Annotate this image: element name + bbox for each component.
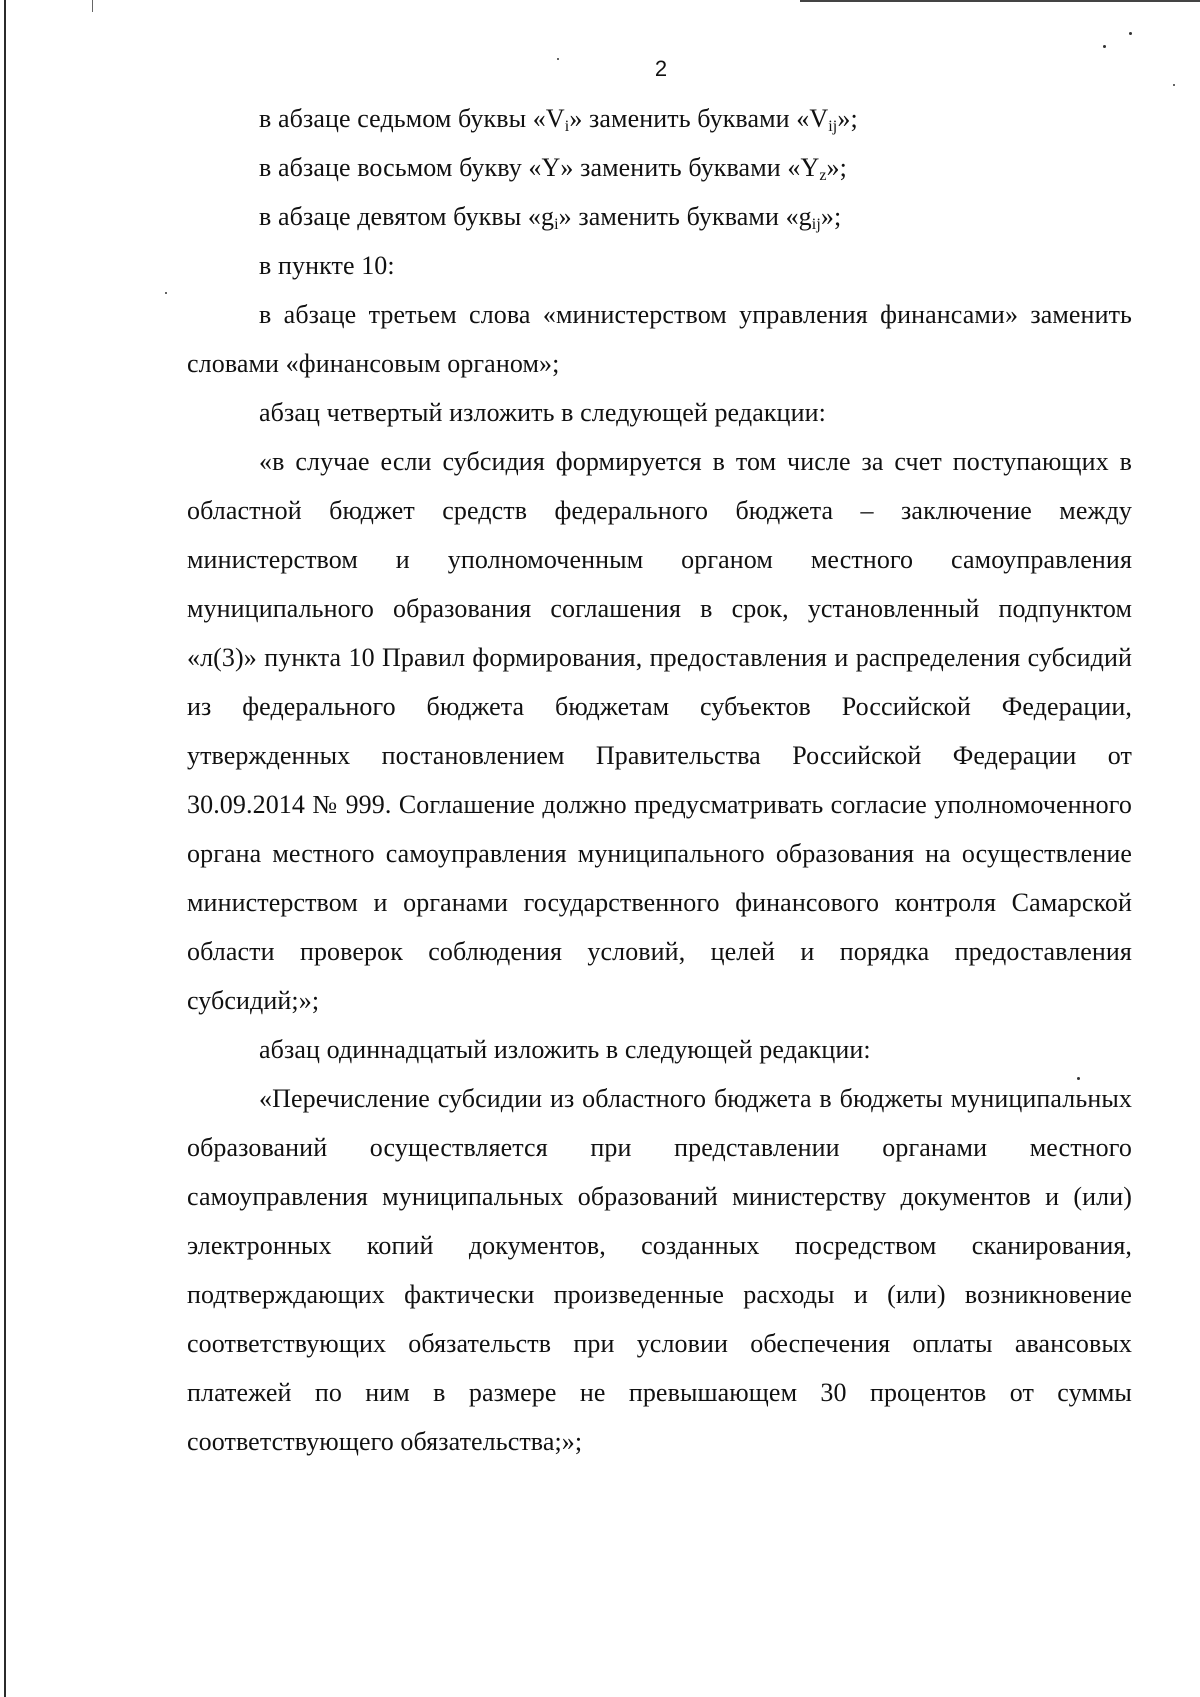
amendment-point-10-heading: в пункте 10: — [259, 251, 395, 280]
text-run: » заменить буквами «g — [558, 202, 812, 231]
amendment-line-paragraph7 — [187, 94, 1132, 143]
scan-speck — [1129, 32, 1132, 35]
amendment-line-paragraph8 — [187, 143, 1132, 192]
text-run: »; — [826, 153, 847, 182]
scan-tick-mark — [92, 0, 93, 12]
text-run: в абзаце восьмом букву «Y» заменить буквами «Y — [259, 153, 820, 182]
amendment-paragraph-third: в абзаце третьем слова «министерством управления финансами» заменить словами «финансовым органом»; — [187, 300, 1132, 378]
subscript: ij — [811, 216, 821, 233]
subscript: i — [564, 118, 570, 135]
text-run: »; — [837, 104, 858, 133]
scan-speck — [1103, 45, 1106, 48]
text-run: в абзаце седьмом буквы «V — [259, 104, 565, 133]
scan-top-rule — [800, 0, 1200, 2]
text-run: »; — [820, 202, 842, 231]
amendment-paragraph-fourth-intro: абзац четвертый изложить в следующей редакции: — [259, 398, 826, 427]
subscript: z — [819, 167, 827, 184]
scan-speck — [165, 292, 167, 294]
amendment-line-paragraph9 — [187, 192, 1132, 241]
amendment-paragraph-fourth-text: «в случае если субсидия формируется в том числе за счет поступающих в областной бюджет средств федерального бюджета – заключение между министерством и уполномоченным органом местного самоуправления муниципального образования соглашения в срок, установленный подпунктом «л(3)» пункта 10 Правил формирования, предоставления и распределения субсидий из федерального бюджета бюджетам субъектов Российской Федерации, утвержденных постановлением Правительства Российской Федерации от 30.09.2014 № 999. Соглашение должно предусматривать согласие уполномоченного органа местного самоуправления муниципального образования на осуществление министерством и органами государственного финансового контроля Самарской области проверок соблюдения условий, целей и порядка предоставления субсидий;»; — [187, 447, 1132, 1015]
text-run: в абзаце девятом буквы «g — [259, 202, 555, 231]
amendment-paragraph-eleventh-intro: абзац одиннадцатый изложить в следующей редакции: — [259, 1035, 871, 1064]
scan-binding-edge — [4, 0, 6, 1697]
scan-speck — [1173, 84, 1175, 86]
subscript: ij — [828, 118, 838, 135]
amendment-paragraph-eleventh-text: «Перечисление субсидии из областного бюджета в бюджеты муниципальных образований осуществляется при представлении органами местного самоуправления муниципальных образований министерству документов и (или) электронных копий документов, созданных посредством сканирования, подтверждающих фактически произведенные расходы и (или) возникновение соответствующих обязательств при условии обеспечения оплаты авансовых платежей по ним в размере не превышающем 30 процентов от суммы соответствующего обязательства;»; — [187, 1084, 1132, 1456]
subscript: i — [554, 216, 559, 233]
document-body — [187, 94, 1132, 1466]
page-number: 2 — [654, 56, 668, 81]
text-run: » заменить буквами «V — [569, 104, 829, 133]
